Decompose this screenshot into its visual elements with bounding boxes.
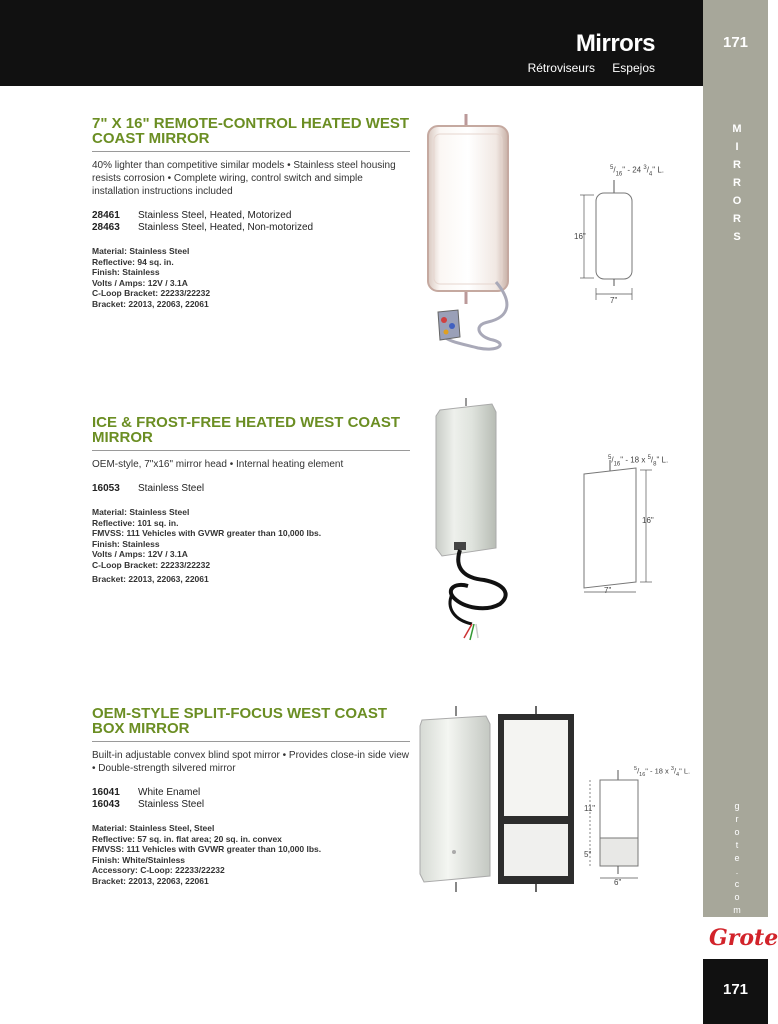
product-section bbox=[92, 415, 410, 585]
logo-box bbox=[703, 917, 778, 959]
site-char: c bbox=[734, 879, 740, 889]
rod-frac-den: 16 bbox=[615, 171, 623, 178]
site-char: m bbox=[733, 905, 741, 915]
width-label: 7" bbox=[604, 586, 612, 595]
spec-line: Volts / Amps: 12V / 3.1A bbox=[92, 549, 188, 559]
rod-frac-den: 16 bbox=[639, 772, 646, 778]
rod-length: " - 18 x bbox=[620, 455, 648, 465]
part-number: 16053 bbox=[92, 483, 120, 494]
part-number: 16043 bbox=[92, 799, 120, 810]
spec-line: FMVSS: 111 Vehicles with GVWR greater than 10,000 lbs. bbox=[92, 528, 322, 538]
site-char: r bbox=[735, 814, 739, 824]
section-letter: S bbox=[733, 231, 741, 243]
part-description: Stainless Steel, Heated, Non-motorized bbox=[138, 222, 314, 233]
site-char: . bbox=[735, 866, 739, 876]
page-number-top: 171 bbox=[722, 34, 749, 51]
site-char: t bbox=[735, 840, 739, 850]
part-row bbox=[92, 787, 410, 799]
spec-line: Material: Stainless Steel bbox=[92, 507, 190, 517]
spec-line: C-Loop Bracket: 22233/22232 bbox=[92, 288, 211, 298]
width-label: 7" bbox=[610, 296, 618, 305]
rod-unit: " L. bbox=[679, 766, 691, 776]
width-label: 6" bbox=[614, 878, 622, 887]
box-mirror-photo bbox=[414, 706, 574, 892]
dimension-lines bbox=[576, 762, 686, 892]
product-title: OEM-STYLE SPLIT-FOCUS WEST COAST BOX MIRROR bbox=[92, 706, 410, 742]
dimension-drawing bbox=[576, 762, 691, 892]
part-description: Stainless Steel, Heated, Motorized bbox=[138, 210, 292, 221]
page-number-bottom: 171 bbox=[703, 959, 768, 1024]
section-word-vertical bbox=[727, 120, 747, 246]
page-title: Mirrors bbox=[575, 30, 655, 57]
lower-height-label: 5" bbox=[584, 850, 592, 859]
dimension-lines bbox=[566, 452, 686, 602]
rod-frac-num: 5 bbox=[608, 455, 612, 461]
rod-len-num: 5 bbox=[647, 455, 651, 461]
spec-line: Bracket: 22013, 22063, 22061 bbox=[92, 298, 209, 309]
part-row bbox=[92, 799, 410, 811]
rod-frac-num: 5 bbox=[634, 766, 638, 772]
upper-height-label: 11" bbox=[584, 804, 596, 813]
spec-line: Reflective: 94 sq. in. bbox=[92, 256, 174, 267]
dimension-drawing bbox=[566, 452, 686, 602]
part-number: 16041 bbox=[92, 787, 120, 798]
part-row bbox=[92, 483, 410, 495]
rod-frac-num: 5 bbox=[610, 165, 614, 171]
spec-line: Material: Stainless Steel, Steel bbox=[92, 823, 215, 833]
part-row bbox=[92, 222, 410, 234]
page-header bbox=[0, 0, 703, 86]
website-vertical bbox=[730, 800, 744, 917]
spec-line: Bracket: 22013, 22063, 22061 bbox=[92, 875, 209, 886]
rod-unit: " L. bbox=[656, 455, 669, 465]
spec-line: Finish: White/Stainless bbox=[92, 854, 186, 865]
product-description: 40% lighter than competitive similar models • Stainless steel housing resists corrosion • Complete wiring, control switch and simple installation instructions included bbox=[92, 160, 396, 197]
product-title: 7" X 16" REMOTE-CONTROL HEATED WEST COAST MIRROR bbox=[92, 116, 410, 152]
part-description: Stainless Steel bbox=[138, 799, 205, 810]
part-list bbox=[92, 210, 410, 234]
rod-length: " - 24 bbox=[622, 165, 644, 175]
section-letter: R bbox=[733, 159, 741, 171]
rod-length: " - 18 x bbox=[645, 766, 671, 776]
section-letter: R bbox=[733, 213, 741, 225]
spec-list bbox=[92, 507, 410, 585]
subtitle-spanish: Espejos bbox=[612, 61, 655, 75]
remote-mirror-photo bbox=[418, 112, 518, 357]
product-description: Built-in adjustable convex blind spot mirror • Provides close-in side view • Double-strength silvered mirror bbox=[92, 750, 409, 774]
rod-len-den: 4 bbox=[676, 772, 680, 778]
rod-dimension-label: $^5/_{16}$" - 18 x $^5/_8$" L. bbox=[608, 455, 669, 468]
part-description: White Enamel bbox=[138, 787, 201, 798]
spec-line: Material: Stainless Steel bbox=[92, 246, 190, 256]
rod-len-den: 8 bbox=[653, 461, 657, 468]
height-label: 16" bbox=[574, 232, 586, 241]
height-label: 16" bbox=[642, 516, 654, 525]
site-char: o bbox=[734, 892, 740, 902]
spec-line: Accessory: C-Loop: 22233/22232 bbox=[92, 865, 225, 875]
rod-dimension-label: $^5/_{16}$" - 18 x $^3/_4$" L. bbox=[634, 766, 691, 778]
heated-mirror-photo bbox=[424, 398, 524, 648]
spec-line: Reflective: 101 sq. in. bbox=[92, 517, 179, 528]
spec-line: Volts / Amps: 12V / 3.1A bbox=[92, 277, 188, 288]
grote-logo: Grote bbox=[709, 925, 778, 951]
site-char: g bbox=[734, 801, 740, 811]
section-letter: O bbox=[732, 195, 742, 207]
spec-line: Finish: Stainless bbox=[92, 538, 160, 549]
product-description: OEM-style, 7"x16" mirror head • Internal heating element bbox=[92, 459, 344, 470]
rod-dimension-label: $^5/_{16}$" - 24 $^3/_4$" L. bbox=[610, 165, 664, 178]
subtitle-french: Rétroviseurs bbox=[527, 61, 595, 75]
dimension-drawing bbox=[566, 160, 686, 320]
spec-line: FMVSS: 111 Vehicles with GVWR greater than 10,000 lbs. bbox=[92, 844, 322, 854]
spec-line: Reflective: 57 sq. in. flat area; 20 sq. in. convex bbox=[92, 833, 282, 844]
section-letter: M bbox=[732, 123, 742, 135]
spec-line: C-Loop Bracket: 22233/22232 bbox=[92, 559, 211, 570]
section-letter: R bbox=[733, 177, 741, 189]
spec-line: Bracket: 22013, 22063, 22061 bbox=[92, 574, 209, 584]
rod-frac-den: 16 bbox=[613, 461, 621, 468]
spec-line: Finish: Stainless bbox=[92, 267, 160, 277]
part-row bbox=[92, 210, 410, 222]
part-number: 28461 bbox=[92, 210, 120, 221]
rod-len-den: 4 bbox=[648, 171, 653, 178]
product-section bbox=[92, 706, 410, 886]
product-section bbox=[92, 116, 410, 309]
rod-len-num: 3 bbox=[643, 165, 647, 171]
site-char: e bbox=[734, 853, 740, 863]
site-char: o bbox=[734, 827, 740, 837]
part-list bbox=[92, 787, 410, 811]
section-letter: I bbox=[735, 141, 739, 153]
product-title: ICE & FROST-FREE HEATED WEST COAST MIRROR bbox=[92, 415, 410, 451]
rod-unit: " L. bbox=[652, 165, 664, 175]
spec-list bbox=[92, 823, 410, 886]
part-description: Stainless Steel bbox=[138, 483, 205, 494]
part-list bbox=[92, 483, 410, 495]
page-subtitles bbox=[514, 61, 655, 75]
part-number: 28463 bbox=[92, 222, 120, 233]
spec-list bbox=[92, 246, 410, 309]
rod-len-num: 3 bbox=[670, 766, 674, 772]
sidebar bbox=[703, 0, 778, 1024]
